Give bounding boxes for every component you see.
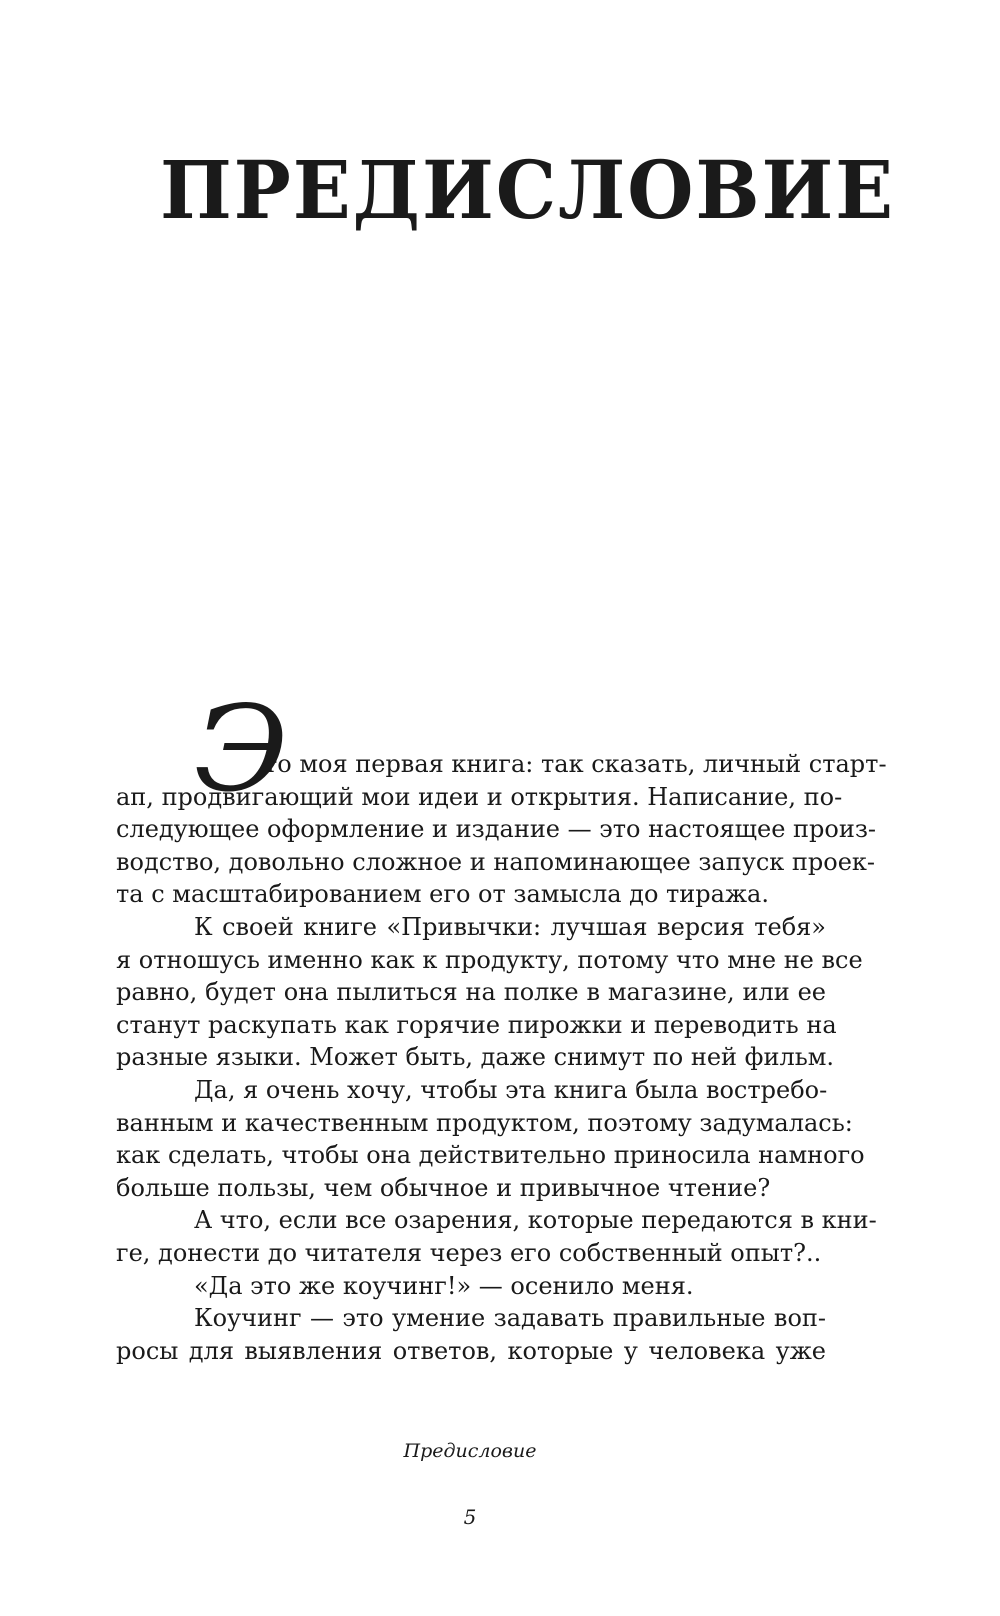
running-footer: Предисловие bbox=[403, 1440, 537, 1462]
text-line: росы для выявления ответов, которые у человека уже bbox=[116, 1336, 826, 1365]
text-line: Да, я очень хочу, чтобы эта книга была востребо- bbox=[194, 1075, 828, 1104]
text-line: та с масштабированием его от замысла до тиража. bbox=[116, 880, 769, 909]
chapter-title: ПРЕДИСЛОВИЕ bbox=[160, 143, 896, 237]
text-line: то моя первая книга: так сказать, личный старт- bbox=[264, 750, 887, 778]
text-line: «Да это же коучинг!» — осенило меня. bbox=[194, 1271, 694, 1300]
text-line: А что, если все озарения, которые передаются в кни- bbox=[194, 1206, 877, 1235]
page-number: 5 bbox=[463, 1505, 477, 1529]
text-line: ап, продвигающий мои идеи и открытия. Написание, по- bbox=[116, 782, 843, 811]
text-line: станут раскупать как горячие пирожки и переводить на bbox=[116, 1010, 837, 1039]
text-line: К своей книге «Привычки: лучшая версия тебя» bbox=[194, 912, 826, 941]
text-line: я отношусь именно как к продукту, потому что мне не все bbox=[116, 945, 863, 974]
text-line: водство, довольно сложное и напоминающее запуск проек- bbox=[116, 847, 876, 876]
text-line: ванным и качественным продуктом, поэтому задумалась: bbox=[116, 1108, 853, 1137]
text-line: как сделать, чтобы она действительно приносила намного bbox=[116, 1141, 865, 1170]
drop-cap: Э bbox=[193, 680, 289, 818]
body-text bbox=[116, 748, 887, 1367]
text-line: больше пользы, чем обычное и привычное чтение? bbox=[116, 1173, 771, 1202]
text-line: ге, донести до читателя через его собственный опыт?.. bbox=[116, 1238, 822, 1267]
text-line: Коучинг — это умение задавать правильные воп- bbox=[194, 1304, 826, 1333]
text-line: равно, будет она пылиться на полке в магазине, или ее bbox=[116, 978, 826, 1007]
text-line: следующее оформление и издание — это настоящее произ- bbox=[116, 815, 877, 844]
text-line: разные языки. Может быть, даже снимут по ней фильм. bbox=[116, 1043, 835, 1072]
